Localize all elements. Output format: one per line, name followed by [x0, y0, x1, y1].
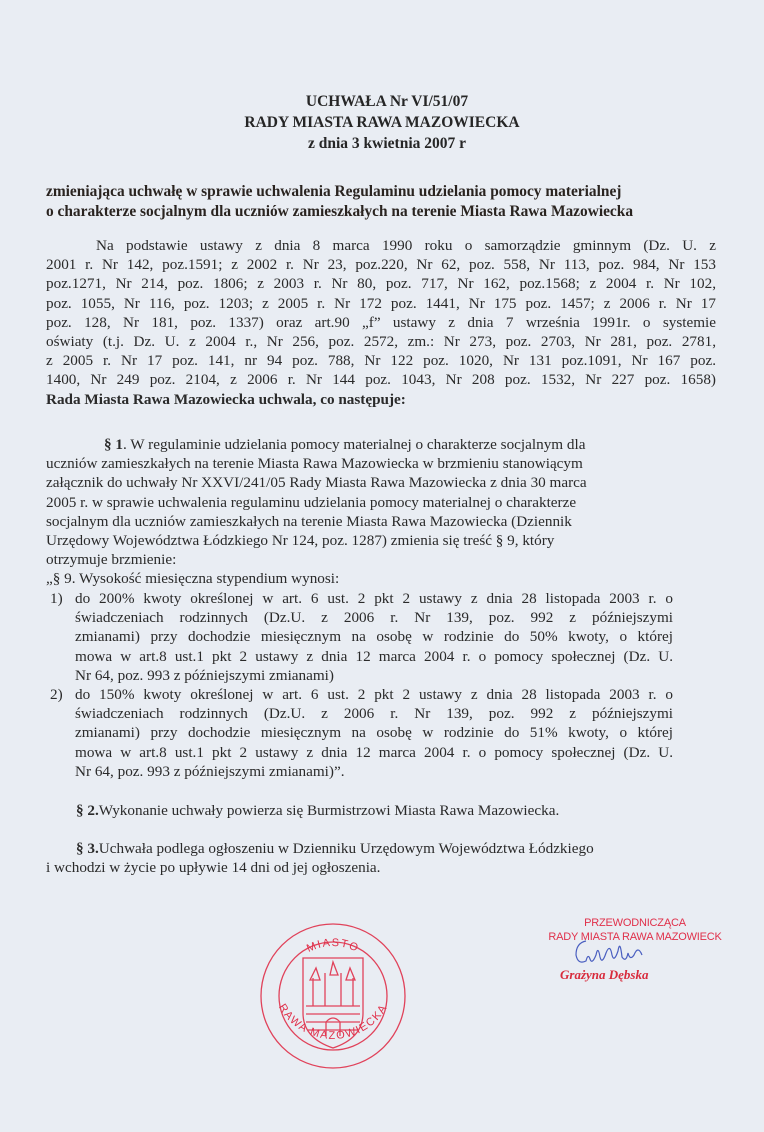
list-item-line: świadczeniach rodzinnych (Dz.U. z 2006 r. Nr 139, poz. 992 z późniejszymi: [75, 609, 673, 627]
handwritten-signature: [572, 935, 652, 969]
council-name: RADY MIASTA RAWA MAZOWIECKA: [244, 114, 520, 131]
section-2-text: Wykonanie uchwały powierza się Burmistrzowi Miasta Rawa Mazowiecka.: [98, 802, 560, 819]
preamble-line: Na podstawie ustawy z dnia 8 marca 1990 roku o samorządzie gminnym (Dz. U. z: [96, 237, 716, 254]
preamble-line: poz.1271, Nr 214, poz. 1806; z 2003 r. Nr 80, poz. 717, Nr 162, poz.1568; z 2004 r. Nr 102,: [46, 275, 716, 293]
list-item: [40, 685, 720, 781]
tower-icon: [310, 962, 355, 980]
list-item-number: 1): [50, 590, 63, 607]
list-item: [40, 589, 720, 685]
seal-bottom-text: RAWA MAZOWIECKA: [275, 1001, 391, 1042]
preamble-line: z 2005 r. Nr 17 poz. 141, nr 94 poz. 788, Nr 122 poz. 1020, Nr 131 poz.1091, Nr 167 poz.: [46, 352, 716, 370]
section-3-line: i wchodzi w życie po upływie 14 dni od jej ogłoszenia.: [46, 859, 381, 876]
list-item-line: mowa w art.8 ust.1 pkt 2 ustawy z dnia 12 marca 2004 r. o pomocy społecznej (Dz. U.: [75, 647, 673, 665]
section-3-text: Uchwała podlega ogłoszeniu w Dzienniku Urzędowym Województwa Łódzkiego: [98, 840, 594, 857]
preamble: [46, 236, 716, 409]
list-item-line: mowa w art.8 ust.1 pkt 2 ustawy z dnia 12 marca 2004 r. o pomocy społecznej (Dz. U.: [75, 743, 673, 761]
section-3: [76, 840, 594, 858]
section-1-mark: § 1: [104, 436, 123, 453]
section-1-line: „§ 9. Wysokość miesięczna stypendium wynosi:: [46, 570, 340, 588]
resolution-subject: [46, 182, 726, 222]
section-1-line: . W regulaminie udzielania pomocy materialnej o charakterze socjalnym dla: [122, 436, 586, 453]
list-item-number: 2): [50, 686, 63, 704]
section-1-line: socjalnym dla uczniów zamieszkałych na terenie Miasta Rawa Mazowiecka (Dziennik: [46, 512, 572, 530]
list-item-line: zmianami) przy dochodzie miesięcznym na osobę w rodzinie do 51% kwoty, o której: [75, 724, 673, 742]
stipend-list: [40, 589, 720, 781]
resolution-number: UCHWAŁA Nr VI/51/07: [305, 93, 469, 110]
subject-line: zmieniająca uchwałę w sprawie uchwalenia Regulaminu udzielania pomocy materialnej: [46, 183, 622, 200]
section-1-line: Urzędowy Województwa Łódzkiego Nr 124, poz. 1287) zmienia się treść § 9, który: [46, 532, 555, 550]
list-item-line: Nr 64, poz. 993 z późniejszymi zmianami)”.: [75, 762, 345, 780]
section-3-mark: § 3.: [76, 840, 99, 857]
list-item-line: Nr 64, poz. 993 z późniejszymi zmianami): [75, 666, 334, 684]
section-1-line: uczniów zamieszkałych na terenie Miasta Rawa Mazowiecka w brzmieniu stanowiącym: [46, 455, 583, 473]
seal-top-text: MIASTO: [304, 936, 362, 955]
list-item-line: do 150% kwoty określonej w art. 6 ust. 2 pkt 2 ustawy z dnia 28 listopada 2003 r. o: [75, 686, 673, 704]
list-item-line: zmianami) przy dochodzie miesięcznym na osobę w rodzinie do 50% kwoty, o której: [75, 628, 673, 646]
resolution-clause: Rada Miasta Rawa Mazowiecka uchwala, co następuje:: [46, 390, 406, 408]
city-seal-stamp: [258, 918, 408, 1073]
signatory-name: Grażyna Dębska: [560, 967, 649, 982]
section-1-line: załącznik do uchwały Nr XXVI/241/05 Rady Miasta Rawa Mazowiecka z dnia 30 marca: [46, 474, 587, 492]
preamble-line: oświaty (t.j. Dz. U. z 2004 r., Nr 256, poz. 2572, zm.: Nr 273, poz. 2703, Nr 281, poz. 2781,: [46, 333, 716, 351]
section-2-mark: § 2.: [76, 802, 99, 819]
resolution-header: [0, 91, 764, 154]
preamble-line: 1400, Nr 249 poz. 2104, z 2006 r. Nr 144 poz. 1043, Nr 208 poz. 1532, Nr 227 poz. 1658): [46, 371, 716, 389]
signatory-title: PRZEWODNICZĄCA: [584, 917, 686, 929]
section-1-line: otrzymuje brzmienie:: [46, 551, 177, 569]
section-1: [46, 435, 716, 589]
list-item-line: świadczeniach rodzinnych (Dz.U. z 2006 r. Nr 139, poz. 992 z późniejszymi: [75, 705, 673, 723]
list-item-line: do 200% kwoty określonej w art. 6 ust. 2 pkt 2 ustawy z dnia 28 listopada 2003 r. o: [75, 590, 673, 607]
preamble-line: 2001 r. Nr 142, poz.1591; z 2002 r. Nr 23, poz.220, Nr 62, poz. 558, Nr 113, poz. 984, Nr 153: [46, 256, 716, 274]
signatory-council: RADY MIASTA RAWA MAZOWIECK: [548, 931, 722, 943]
section-1-line: 2005 r. w sprawie uchwalenia regulaminu udzielania pomocy materialnej o charakterze: [46, 493, 577, 511]
preamble-line: poz. 1055, Nr 116, poz. 1203; z 2005 r. Nr 172 poz. 1441, Nr 175 poz. 1457; z 2006 r. Nr 17: [46, 294, 716, 312]
section-2: [76, 802, 559, 820]
resolution-date: z dnia 3 kwietnia 2007 r: [307, 135, 467, 152]
preamble-line: poz. 128, Nr 181, poz. 1337) oraz art.90 „f” ustawy z dnia 7 września 1991r. o systemie: [46, 313, 716, 331]
subject-line: o charakterze socjalnym dla uczniów zamieszkałych na terenie Miasta Rawa Mazowiecka: [46, 203, 634, 220]
